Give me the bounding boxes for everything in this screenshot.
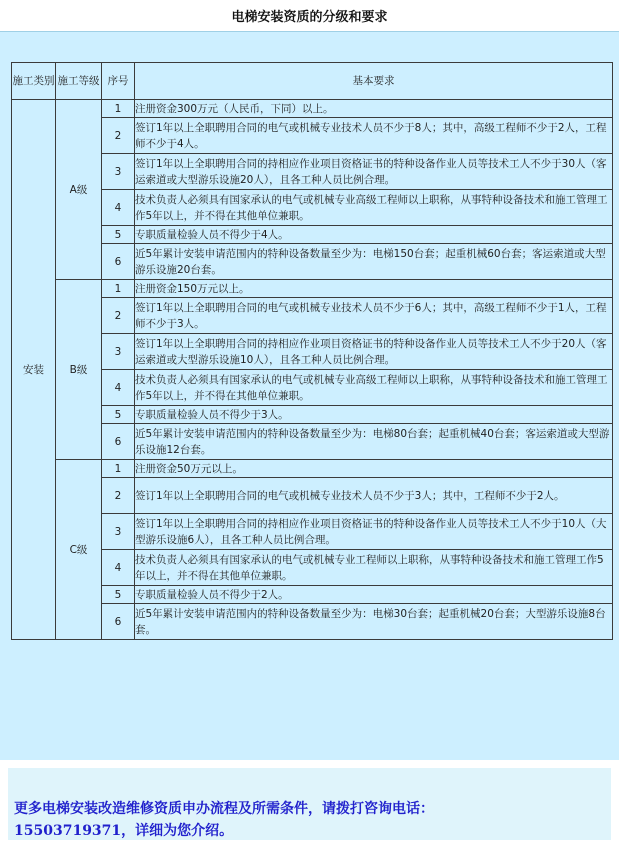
- table-row: [12, 118, 613, 154]
- table-header-row: [12, 63, 613, 100]
- requirement-text: 注册资金150万元以上。: [135, 280, 613, 298]
- row-number: 1: [102, 460, 135, 478]
- contact-line-2: 15503719371，详细为您介绍。: [14, 823, 234, 839]
- row-number: 5: [102, 586, 135, 604]
- spacer-band: [0, 32, 619, 62]
- row-number: 2: [102, 478, 135, 514]
- requirement-text: 专职质量检验人员不得少于4人。: [135, 226, 613, 244]
- row-number: 1: [102, 280, 135, 298]
- table-row: [12, 478, 613, 514]
- row-number: 4: [102, 550, 135, 586]
- row-number: 1: [102, 100, 135, 118]
- level-cell: A级: [56, 100, 102, 280]
- table-row: [12, 424, 613, 460]
- row-number: 5: [102, 226, 135, 244]
- header-no: 序号: [102, 63, 135, 100]
- row-number: 4: [102, 370, 135, 406]
- row-number: 6: [102, 244, 135, 280]
- requirement-text: 近5年累计安装申请范围内的特种设备数量至少为：电梯80台套；起重机械40台套；客运索道或大型游乐设施12台套。: [135, 424, 613, 460]
- requirement-text: 签订1年以上全职聘用合同的电气或机械专业技术人员不少于8人；其中，高级工程师不少于2人，工程师不少于4人。: [135, 118, 613, 154]
- level-cell: B级: [56, 280, 102, 460]
- table-body: [12, 100, 613, 640]
- requirement-text: 技术负责人必须具有国家承认的电气或机械专业高级工程师以上职称，从事特种设备技术和施工管理工作5年以上，并不得在其他单位兼职。: [135, 190, 613, 226]
- table-row: [12, 154, 613, 190]
- requirement-text: 近5年累计安装申请范围内的特种设备数量至少为：电梯150台套；起重机械60台套；客运索道或大型游乐设施20台套。: [135, 244, 613, 280]
- requirement-text: 专职质量检验人员不得少于2人。: [135, 586, 613, 604]
- row-number: 3: [102, 154, 135, 190]
- contact-box: [8, 768, 611, 840]
- table-row: [12, 100, 613, 118]
- table-row: [12, 460, 613, 478]
- requirement-text: 签订1年以上全职聘用合同的持相应作业项目资格证书的特种设备作业人员等技术工人不少于20人（客运索道或大型游乐设施10人），且各工种人员比例合理。: [135, 334, 613, 370]
- contact-text: [14, 798, 604, 842]
- table-row: [12, 298, 613, 334]
- table-row: [12, 226, 613, 244]
- requirement-text: 专职质量检验人员不得少于3人。: [135, 406, 613, 424]
- requirement-text: 技术负责人必须具有国家承认的电气或机械专业工程师以上职称，从事特种设备技术和施工管理工作5年以上，并不得在其他单位兼职。: [135, 550, 613, 586]
- table-row: [12, 244, 613, 280]
- requirement-text: 签订1年以上全职聘用合同的电气或机械专业技术人员不少于3人；其中，工程师不少于2人。: [135, 478, 613, 514]
- row-number: 3: [102, 514, 135, 550]
- requirement-text: 近5年累计安装申请范围内的特种设备数量至少为：电梯30台套；起重机械20台套；大型游乐设施8台套。: [135, 604, 613, 640]
- table-row: [12, 586, 613, 604]
- requirement-text: 注册资金50万元以上。: [135, 460, 613, 478]
- row-number: 2: [102, 298, 135, 334]
- requirements-table: [11, 62, 613, 640]
- footer: [0, 760, 619, 845]
- row-number: 6: [102, 424, 135, 460]
- row-number: 4: [102, 190, 135, 226]
- requirement-text: 签订1年以上全职聘用合同的持相应作业项目资格证书的特种设备作业人员等技术工人不少于10人（大型游乐设施6人），且各工种人员比例合理。: [135, 514, 613, 550]
- header-level: 施工等级: [56, 63, 102, 100]
- table-row: [12, 604, 613, 640]
- table-row: [12, 406, 613, 424]
- requirement-text: 注册资金300万元（人民币，下同）以上。: [135, 100, 613, 118]
- requirement-text: 签订1年以上全职聘用合同的持相应作业项目资格证书的特种设备作业人员等技术工人不少于30人（客运索道或大型游乐设施20人），且各工种人员比例合理。: [135, 154, 613, 190]
- page-title: 电梯安装资质的分级和要求: [0, 0, 619, 32]
- header-requirements: 基本要求: [135, 63, 613, 100]
- table-row: [12, 370, 613, 406]
- requirement-text: 签订1年以上全职聘用合同的电气或机械专业技术人员不少于6人；其中，高级工程师不少于1人，工程师不少于3人。: [135, 298, 613, 334]
- contact-line-1: 更多电梯安装改造维修资质申办流程及所需条件，请拨打咨询电话：: [14, 801, 434, 817]
- table-row: [12, 550, 613, 586]
- category-cell: 安装: [12, 100, 56, 640]
- row-number: 5: [102, 406, 135, 424]
- table-row: [12, 280, 613, 298]
- table-row: [12, 190, 613, 226]
- row-number: 2: [102, 118, 135, 154]
- row-number: 3: [102, 334, 135, 370]
- requirement-text: 技术负责人必须具有国家承认的电气或机械专业高级工程师以上职称，从事特种设备技术和施工管理工作5年以上，并不得在其他单位兼职。: [135, 370, 613, 406]
- header-type: 施工类别: [12, 63, 56, 100]
- table-row: [12, 514, 613, 550]
- level-cell: C级: [56, 460, 102, 640]
- table-row: [12, 334, 613, 370]
- row-number: 6: [102, 604, 135, 640]
